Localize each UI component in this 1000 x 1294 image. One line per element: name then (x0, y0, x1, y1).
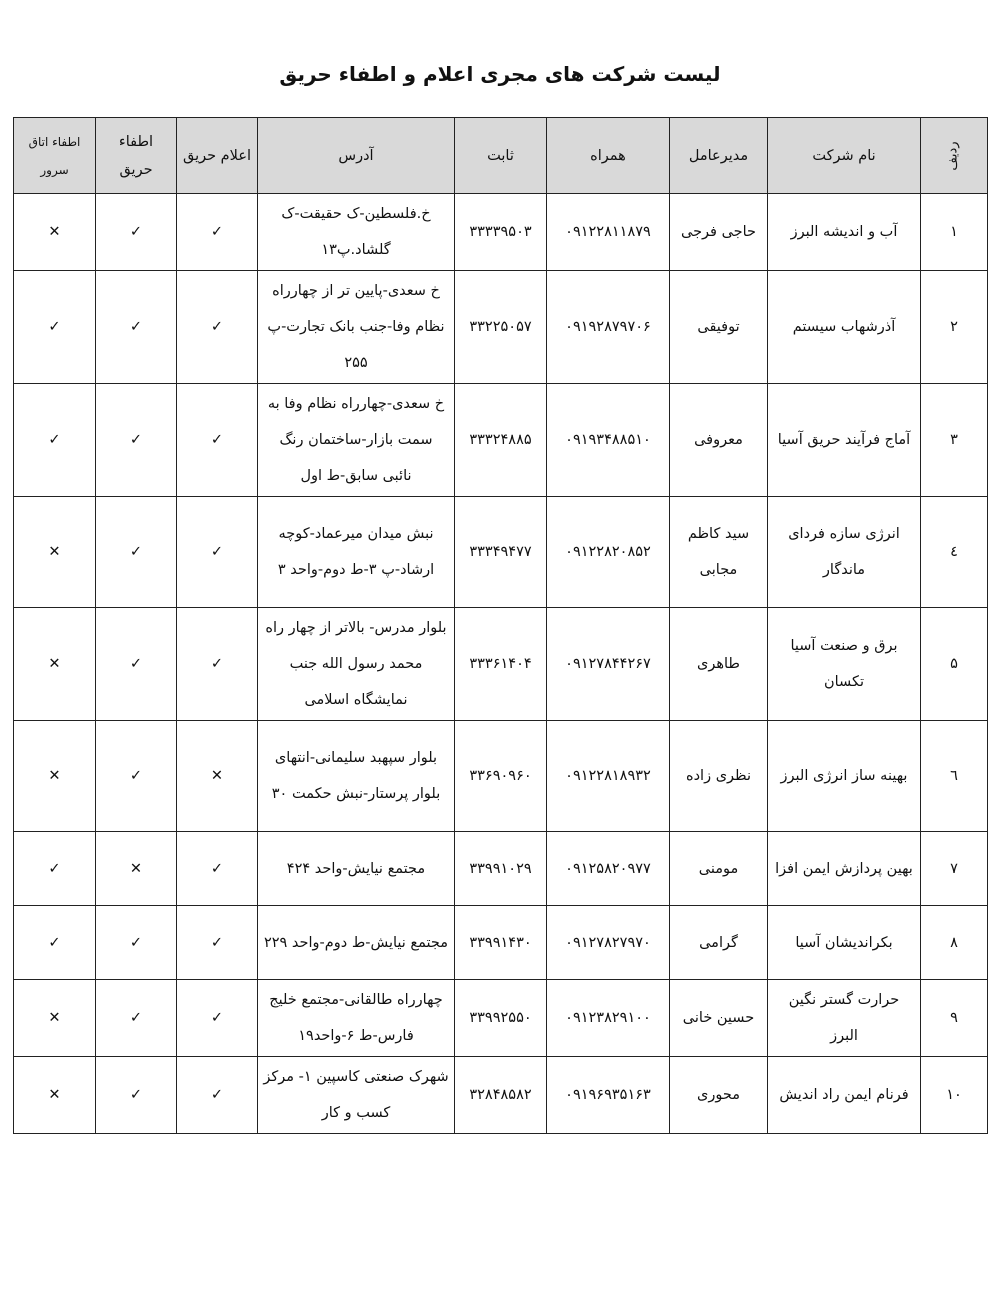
manager-name: نظری زاده (670, 721, 768, 832)
row-number: ۹ (921, 980, 988, 1057)
extinguish-status: ✓ (96, 497, 177, 608)
alarm-status: ✓ (177, 980, 258, 1057)
row-number: ٤ (921, 497, 988, 608)
alarm-status: ✓ (177, 832, 258, 906)
header-server-room: اطفاء اتاق سرور (14, 118, 96, 194)
table-row (14, 608, 988, 721)
extinguish-status: ✓ (96, 721, 177, 832)
manager-name: حسین خانی (670, 980, 768, 1057)
company-name: بهین پردازش ایمن افزا (768, 832, 921, 906)
extinguish-status: ✓ (96, 271, 177, 384)
table-row (14, 271, 988, 384)
table-row (14, 384, 988, 497)
phone-number: ۳۳۹۹۱۴۳۰ (455, 906, 547, 980)
header-manager: مدیرعامل (670, 118, 768, 194)
companies-table (13, 117, 988, 1134)
row-number: ۱۰ (921, 1057, 988, 1134)
manager-name: حاجی فرجی (670, 194, 768, 271)
company-name: آب و اندیشه البرز (768, 194, 921, 271)
address: خ.فلسطین-ک حقیقت-ک گلشاد.پ۱۳ (258, 194, 455, 271)
alarm-status: ✓ (177, 384, 258, 497)
manager-name: سید کاظم مجابی (670, 497, 768, 608)
row-number: ۸ (921, 906, 988, 980)
phone-number: ۳۳۳۲۴۸۸۵ (455, 384, 547, 497)
row-number: ۳ (921, 384, 988, 497)
address: خ سعدی-چهارراه نظام وفا به سمت بازار-ساختمان رنگ نائبی سابق-ط اول (258, 384, 455, 497)
server-room-status: ✓ (14, 906, 96, 980)
extinguish-status: ✓ (96, 194, 177, 271)
phone-number: ۳۳۲۲۵۰۵۷ (455, 271, 547, 384)
address: خ سعدی-پایین تر از چهارراه نظام وفا-جنب بانک تجارت-پ ۲۵۵ (258, 271, 455, 384)
alarm-status: ✓ (177, 906, 258, 980)
extinguish-status: ✓ (96, 980, 177, 1057)
alarm-status: ✓ (177, 1057, 258, 1134)
address: بلوار سپهبد سلیمانی-انتهای بلوار پرستار-نبش حکمت ۳۰ (258, 721, 455, 832)
server-room-status: ✕ (14, 497, 96, 608)
mobile-number: ۰۹۱۲۲۸۲۰۸۵۲ (547, 497, 670, 608)
table-row (14, 980, 988, 1057)
company-name: برق و صنعت آسیا تکسان (768, 608, 921, 721)
company-name: آذرشهاب سیستم (768, 271, 921, 384)
extinguish-status: ✕ (96, 832, 177, 906)
row-number: ٦ (921, 721, 988, 832)
manager-name: گرامی (670, 906, 768, 980)
row-number: ۲ (921, 271, 988, 384)
table-row (14, 832, 988, 906)
row-number: ۱ (921, 194, 988, 271)
header-company: نام شرکت (768, 118, 921, 194)
extinguish-status: ✓ (96, 1057, 177, 1134)
mobile-number: ۰۹۱۹۲۸۷۹۷۰۶ (547, 271, 670, 384)
server-room-status: ✕ (14, 194, 96, 271)
alarm-status: ✓ (177, 497, 258, 608)
mobile-number: ۰۹۱۲۷۸۴۴۲۶۷ (547, 608, 670, 721)
page-title: لیست شرکت های مجری اعلام و اطفاء حریق (279, 62, 721, 86)
alarm-status: ✓ (177, 271, 258, 384)
header-mobile: همراه (547, 118, 670, 194)
address: نبش میدان میرعماد-کوچه ارشاد-پ ۳-ط دوم-واحد ۳ (258, 497, 455, 608)
alarm-status: ✓ (177, 608, 258, 721)
company-name: بهینه ساز انرژی البرز (768, 721, 921, 832)
table-row (14, 194, 988, 271)
mobile-number: ۰۹۱۲۲۸۱۸۹۳۲ (547, 721, 670, 832)
table-row (14, 1057, 988, 1134)
header-alarm: اعلام حریق (177, 118, 258, 194)
address: بلوار مدرس- بالاتر از چهار راه محمد رسول الله جنب نمایشگاه اسلامی (258, 608, 455, 721)
phone-number: ۳۳۳۴۹۴۷۷ (455, 497, 547, 608)
server-room-status: ✕ (14, 608, 96, 721)
header-extinguish: اطفاء حریق (96, 118, 177, 194)
extinguish-status: ✓ (96, 384, 177, 497)
company-name: آماج فرآیند حریق آسیا (768, 384, 921, 497)
server-room-status: ✓ (14, 832, 96, 906)
table-body (14, 194, 988, 1134)
manager-name: معروفی (670, 384, 768, 497)
mobile-number: ۰۹۱۲۵۸۲۰۹۷۷ (547, 832, 670, 906)
table-row (14, 497, 988, 608)
address: شهرک صنعتی کاسپین ۱- مرکز کسب و کار (258, 1057, 455, 1134)
manager-name: محوری (670, 1057, 768, 1134)
address: چهارراه طالقانی-مجتمع خلیج فارس-ط ۶-واحد۱۹ (258, 980, 455, 1057)
alarm-status: ✕ (177, 721, 258, 832)
server-room-status: ✕ (14, 1057, 96, 1134)
phone-number: ۳۲۸۴۸۵۸۲ (455, 1057, 547, 1134)
mobile-number: ۰۹۱۹۶۹۳۵۱۶۳ (547, 1057, 670, 1134)
manager-name: توفیقی (670, 271, 768, 384)
alarm-status: ✓ (177, 194, 258, 271)
header-phone: ثابت (455, 118, 547, 194)
header-row-number: ردیف (921, 118, 988, 194)
table-header (14, 118, 988, 194)
extinguish-status: ✓ (96, 608, 177, 721)
extinguish-status: ✓ (96, 906, 177, 980)
company-name: بکراندیشان آسیا (768, 906, 921, 980)
row-number: ۵ (921, 608, 988, 721)
manager-name: مومنی (670, 832, 768, 906)
table-row (14, 721, 988, 832)
phone-number: ۳۳۹۹۲۵۵۰ (455, 980, 547, 1057)
phone-number: ۳۳۳۶۱۴۰۴ (455, 608, 547, 721)
phone-number: ۳۳۳۳۹۵۰۳ (455, 194, 547, 271)
address: مجتمع نیایش-واحد ۴۲۴ (258, 832, 455, 906)
mobile-number: ۰۹۱۲۷۸۲۷۹۷۰ (547, 906, 670, 980)
company-name: فرنام ایمن راد اندیش (768, 1057, 921, 1134)
company-name: حرارت گستر نگین البرز (768, 980, 921, 1057)
server-room-status: ✕ (14, 980, 96, 1057)
server-room-status: ✕ (14, 721, 96, 832)
manager-name: طاهری (670, 608, 768, 721)
phone-number: ۳۳۶۹۰۹۶۰ (455, 721, 547, 832)
phone-number: ۳۳۹۹۱۰۲۹ (455, 832, 547, 906)
mobile-number: ۰۹۱۲۳۸۲۹۱۰۰ (547, 980, 670, 1057)
header-row (14, 118, 988, 194)
company-name: انرژی سازه فردای ماندگار (768, 497, 921, 608)
address: مجتمع نیایش-ط دوم-واحد ۲۲۹ (258, 906, 455, 980)
mobile-number: ۰۹۱۹۳۴۸۸۵۱۰ (547, 384, 670, 497)
row-number: ۷ (921, 832, 988, 906)
header-address: آدرس (258, 118, 455, 194)
server-room-status: ✓ (14, 384, 96, 497)
table-row (14, 906, 988, 980)
server-room-status: ✓ (14, 271, 96, 384)
mobile-number: ۰۹۱۲۲۸۱۱۸۷۹ (547, 194, 670, 271)
